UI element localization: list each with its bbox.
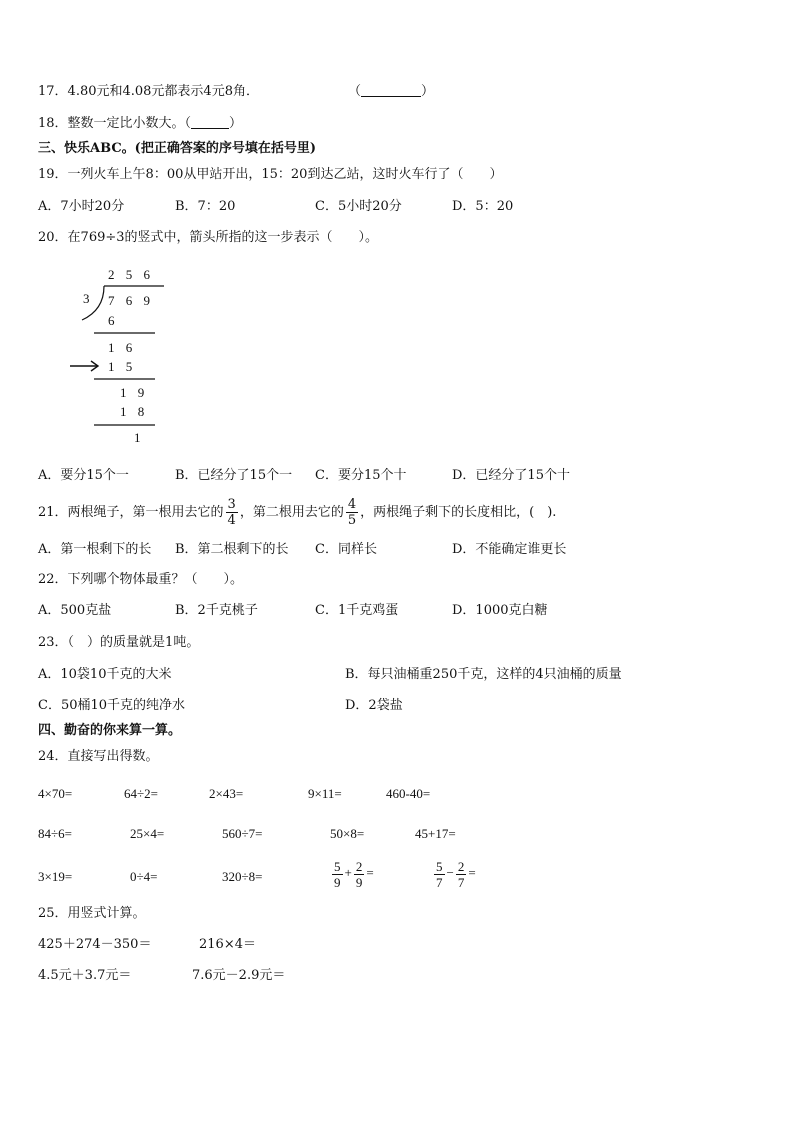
- calc-item: 25×4=: [130, 826, 165, 841]
- calc-item: 84÷6=: [38, 826, 72, 841]
- q21-option-c[interactable]: C．同样长: [315, 542, 377, 557]
- question-21: 21．两根绳子，第一根用去它的 $\frac{3}{4}$ ，第二根用去它的 $\frac{4}{5}$ ，两根绳子剩下的长度相比，( ).: [38, 497, 557, 528]
- question-17-text: 17．4.80元和4.08元都表示4元8角．: [38, 84, 259, 99]
- calc-item: 0÷4=: [130, 869, 158, 884]
- division-lines: [60, 262, 180, 452]
- q21-option-d[interactable]: D．不能确定谁更长: [452, 542, 567, 557]
- q22-option-b[interactable]: B．2千克桃子: [175, 603, 258, 618]
- calc-item: 3×19=: [38, 869, 73, 884]
- question-19-text: 19．一列火车上午8：00从甲站开出，15：20到达乙站，这时火车行了（ ）: [38, 167, 503, 182]
- vertical-calc-item: 425＋274－350＝: [38, 937, 152, 952]
- question-22-text: 22．下列哪个物体最重？（ ）。: [38, 572, 244, 587]
- question-18-text: 18．整数一定比小数大。（: [38, 116, 192, 131]
- calc-item: 2×43=: [209, 786, 244, 801]
- section-3-heading: 三、快乐ABC。(把正确答案的序号填在括号里): [38, 141, 316, 156]
- q20-option-b[interactable]: B．已经分了15个一: [175, 468, 293, 483]
- answer-blank-17[interactable]: [361, 83, 421, 97]
- fraction-3-4: $\frac{3}{4}$: [227, 497, 236, 528]
- quotient: 2 5 6: [108, 267, 154, 282]
- fraction-calc-a: $\frac{5}{9}$ + $\frac{2}{9}$ =: [334, 858, 374, 890]
- divisor: 3: [83, 291, 94, 306]
- q19-option-c[interactable]: C．5小时20分: [315, 199, 402, 214]
- q19-option-d[interactable]: D．5：20: [452, 199, 514, 214]
- q22-option-d[interactable]: D．1000克白糖: [452, 603, 548, 618]
- q20-option-c[interactable]: C．要分15个十: [315, 468, 407, 483]
- fraction-calc-b: $\frac{5}{7}$ − $\frac{2}{7}$ =: [436, 858, 476, 890]
- answer-blank-18[interactable]: [191, 115, 229, 129]
- q21-option-a[interactable]: A．第一根剩下的长: [38, 542, 152, 557]
- calc-item: 460-40=: [386, 786, 431, 801]
- question-25-text: 25．用竖式计算。: [38, 906, 146, 921]
- long-division-figure: [60, 262, 180, 452]
- division-step: 6: [108, 313, 119, 328]
- calc-item: 320÷8=: [222, 869, 263, 884]
- calc-item: 64÷2=: [124, 786, 158, 801]
- dividend: 7 6 9: [108, 293, 154, 308]
- q22-option-c[interactable]: C．1千克鸡蛋: [315, 603, 399, 618]
- calc-item: 4×70=: [38, 786, 73, 801]
- question-20-text: 20．在769÷3的竖式中，箭头所指的这一步表示（ ）。: [38, 230, 379, 245]
- question-23-text: 23．（ ）的质量就是1吨。: [38, 635, 200, 650]
- q22-option-a[interactable]: A．500克盐: [38, 603, 112, 618]
- q23-option-b[interactable]: B．每只油桶重250千克，这样的4只油桶的质量: [345, 667, 622, 682]
- answer-bracket-17: （ ）: [348, 84, 435, 99]
- q21-option-b[interactable]: B．第二根剩下的长: [175, 542, 289, 557]
- calc-item: 560÷7=: [222, 826, 263, 841]
- fraction-4-5: $\frac{4}{5}$: [347, 497, 357, 528]
- q19-option-a[interactable]: A．7小时20分: [38, 199, 125, 214]
- question-17: [38, 83, 259, 101]
- vertical-calc-item: 7.6元－2.9元＝: [192, 968, 286, 983]
- calc-item: 45+17=: [415, 826, 456, 841]
- calc-item: 9×11=: [308, 786, 342, 801]
- q20-option-d[interactable]: D．已经分了15个十: [452, 468, 570, 483]
- q23-option-d[interactable]: D．2袋盐: [345, 698, 403, 713]
- question-24-text: 24．直接写出得数。: [38, 749, 159, 764]
- remainder: 1: [134, 430, 145, 445]
- calc-item: 50×8=: [330, 826, 365, 841]
- q20-option-a[interactable]: A．要分15个一: [38, 468, 129, 483]
- division-step: 1 8: [120, 404, 149, 419]
- division-step: 1 6: [108, 340, 137, 355]
- division-step: 1 9: [120, 385, 149, 400]
- question-18: 18．整数一定比小数大。（ ）: [38, 116, 243, 131]
- q23-option-a[interactable]: A．10袋10千克的大米: [38, 667, 172, 682]
- vertical-calc-item: 4.5元＋3.7元＝: [38, 968, 132, 983]
- q23-option-c[interactable]: C．50桶10千克的纯净水: [38, 698, 186, 713]
- division-step-arrowed: 1 5: [108, 359, 137, 374]
- vertical-calc-item: 216×4＝: [199, 937, 256, 952]
- section-4-heading: 四、勤奋的你来算一算。: [38, 723, 182, 738]
- q19-option-b[interactable]: B．7：20: [175, 199, 236, 214]
